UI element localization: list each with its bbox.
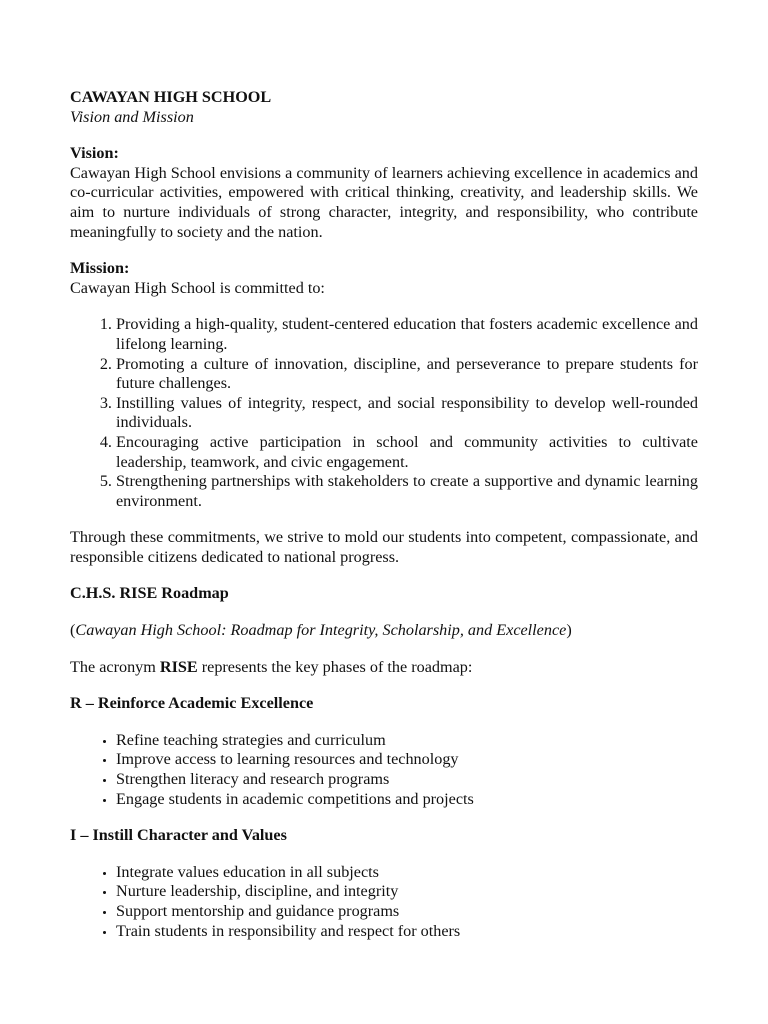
list-item: • Engage students in academic competitions and projects [116,790,698,810]
mission-item: 5. Strengthening partnerships with stakeholders to create a supportive and dynamic learning environment. [116,472,698,511]
acronym-suffix: represents the key phases of the roadmap: [197,657,473,676]
roadmap-subtitle [70,621,698,641]
list-item: • Improve access to learning resources and technology [116,750,698,770]
acronym-prefix: The acronym [70,657,160,676]
phase-i-list [70,863,698,941]
list-item: • Train students in responsibility and respect for others [116,922,698,942]
roadmap-heading: C.H.S. RISE Roadmap [70,584,229,603]
vision-text: Cawayan High School envisions a community of learners achieving excellence in academics and co-curricular activities, empowered with critical thinking, creativity, and leadership skills. We aim to nurture individuals of strong character, integrity, and responsibility, who contribute meaningfully to society and the nation. [70,163,698,241]
paren-open: ( [70,621,76,640]
roadmap-subtitle-text: Cawayan High School: Roadmap for Integrity, Scholarship, and Excellence [75,621,567,640]
mission-item: 2. Promoting a culture of innovation, discipline, and perseverance to prepare students for future challenges. [116,355,698,394]
school-name: CAWAYAN HIGH SCHOOL [70,88,272,106]
list-item: • Support mentorship and guidance programs [116,902,698,922]
mission-item: 4. Encouraging active participation in school and community activities to cultivate leadership, teamwork, and civic engagement. [116,433,698,472]
paren-close: ) [566,621,572,640]
document-subtitle: Vision and Mission [70,107,194,126]
phase-heading-r: R – Reinforce Academic Excellence [70,694,314,713]
acronym-word: RISE [159,657,198,676]
phase-r-list [70,731,698,809]
mission-item: 3. Instilling values of integrity, respect, and social responsibility to develop well-rounded individuals. [116,394,698,433]
vision-heading: Vision: [70,144,119,163]
list-item: • Refine teaching strategies and curriculum [116,731,698,751]
acronym-intro [70,658,698,678]
mission-intro: Cawayan High School is committed to: [70,278,325,297]
spacer [70,242,698,259]
phase-heading-i: I – Instill Character and Values [70,826,287,845]
list-item: • Nurture leadership, discipline, and integrity [116,882,698,902]
mission-heading: Mission: [70,259,130,278]
list-item: • Integrate values education in all subjects [116,863,698,883]
mission-item: 1. Providing a high-quality, student-centered education that fosters academic excellence and lifelong learning. [116,315,698,354]
mission-list [70,315,698,511]
document-page [70,88,698,958]
mission-closing: Through these commitments, we strive to mold our students into competent, compassionate, and responsible citizens dedicated to national progress. [70,528,698,566]
list-item: • Strengthen literacy and research programs [116,770,698,790]
